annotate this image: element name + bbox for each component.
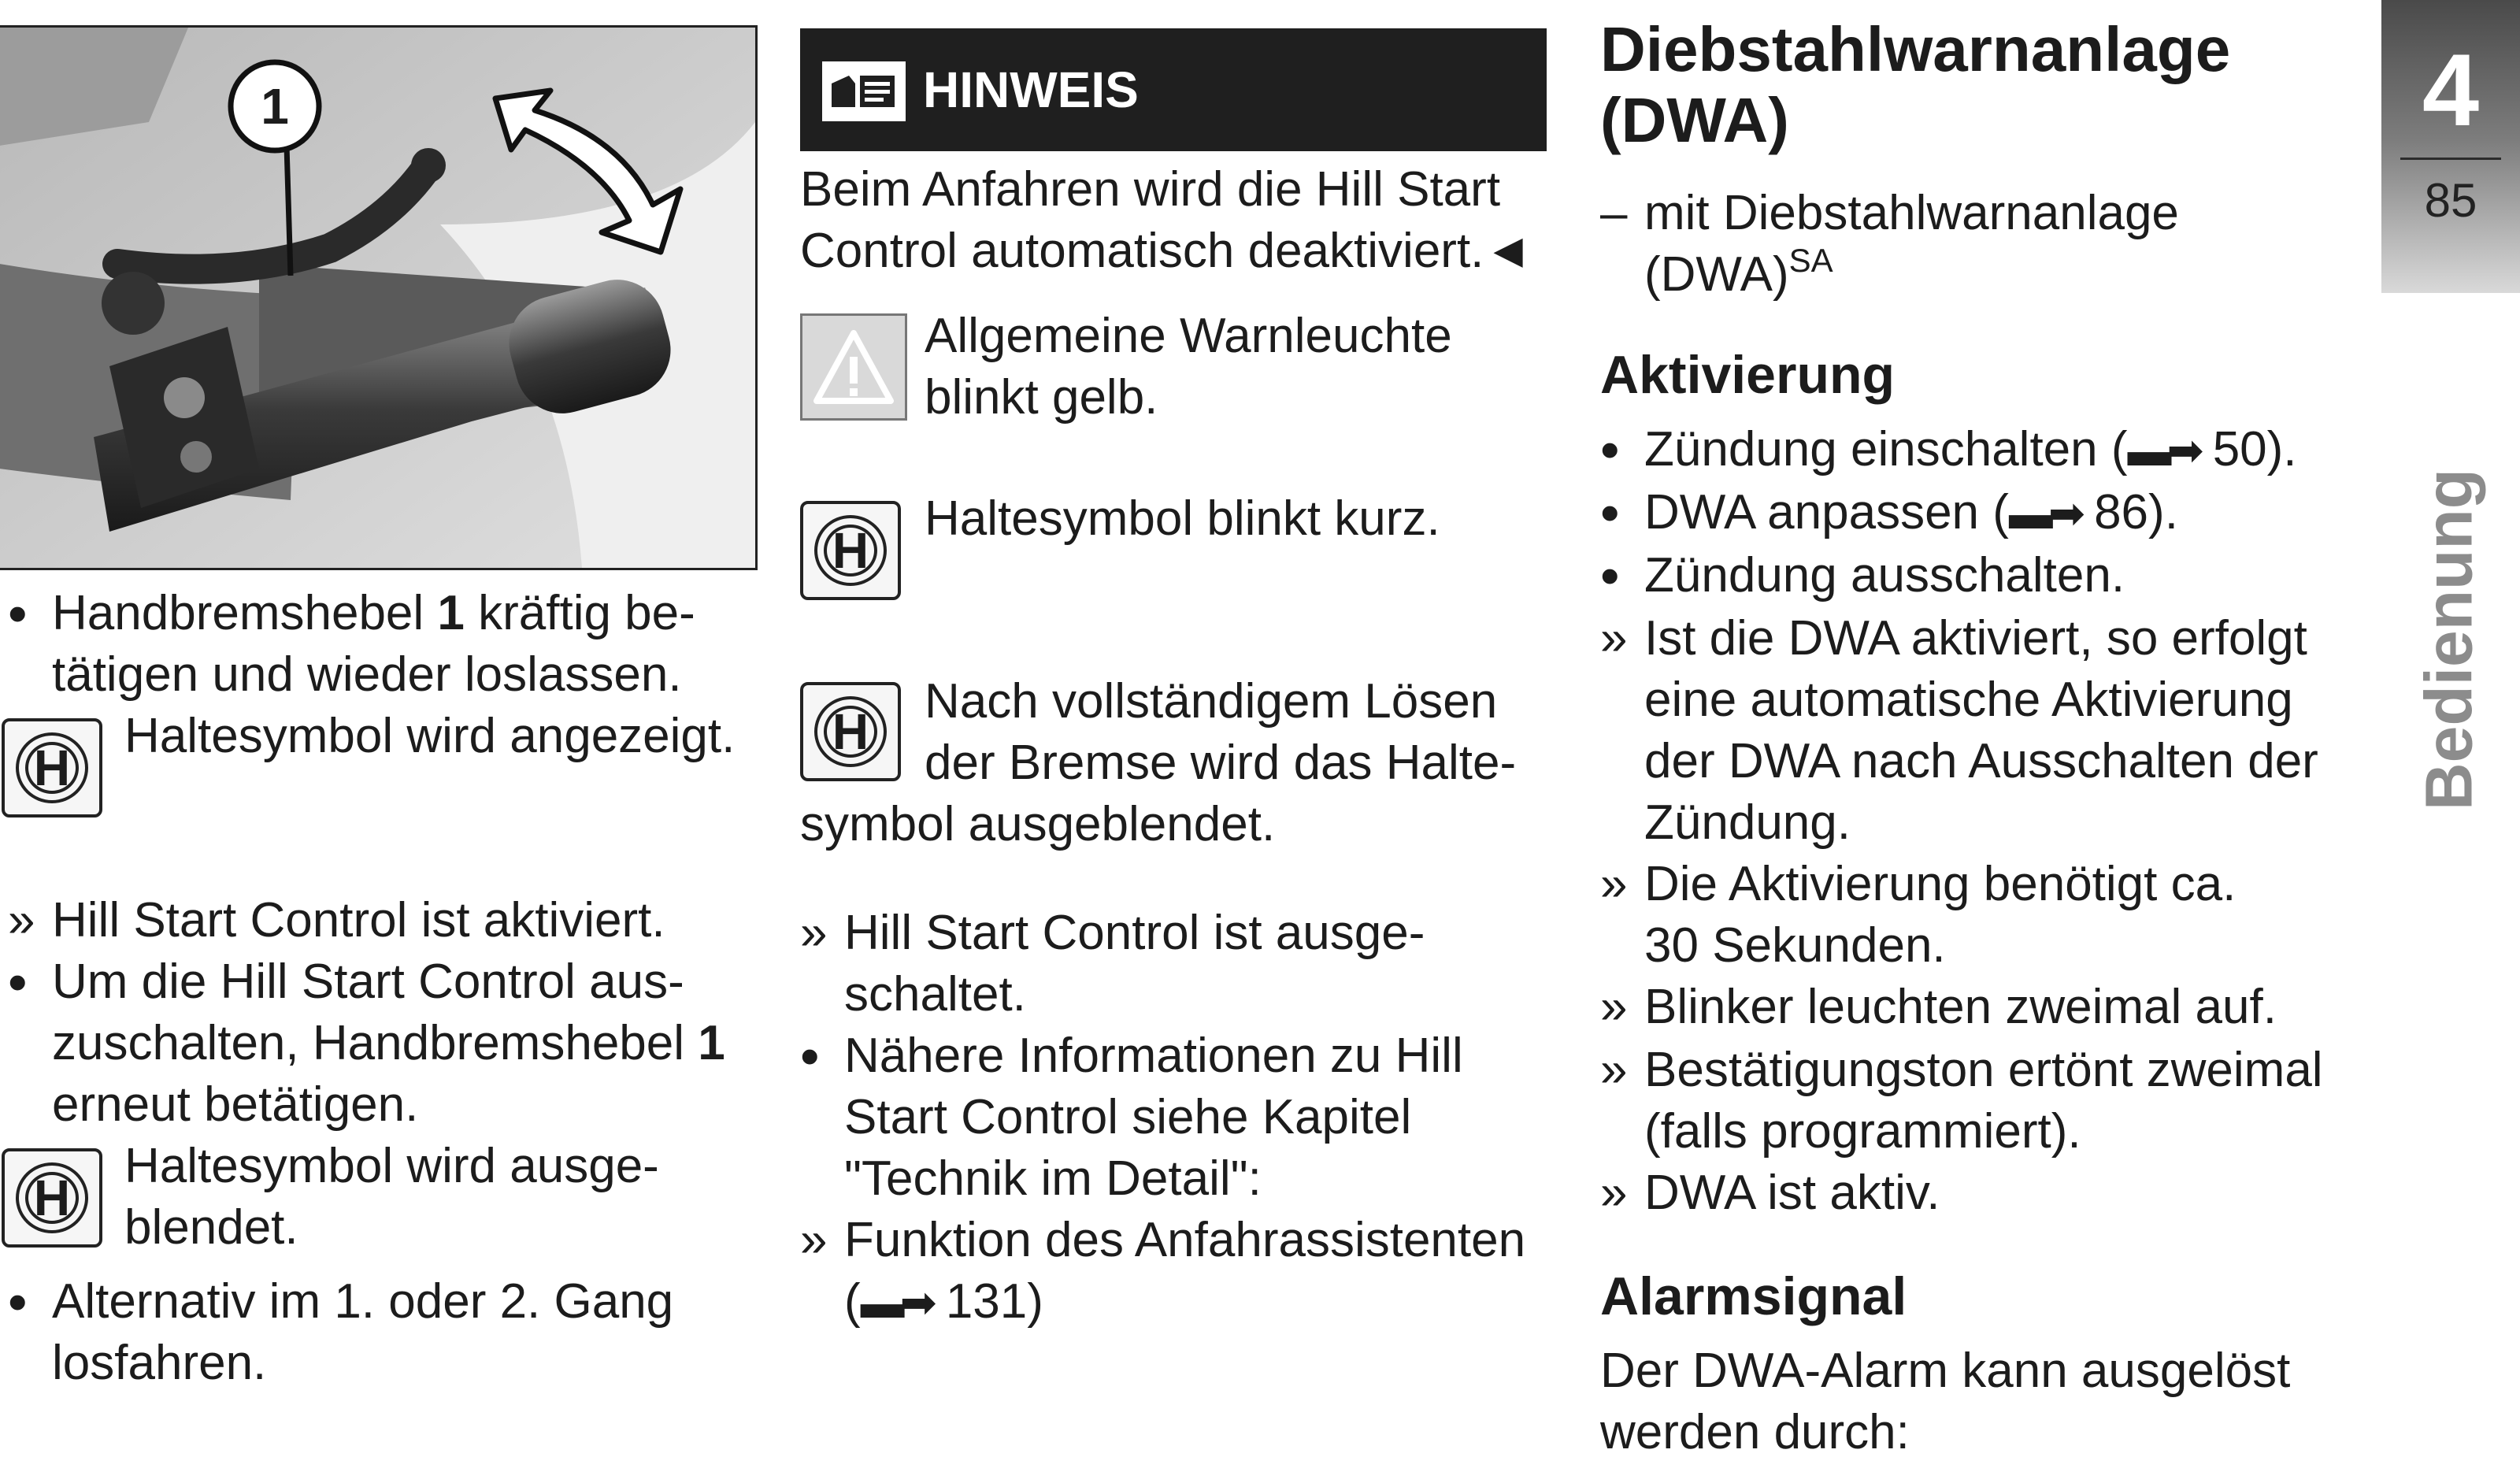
result-auto-activation: » Ist die DWA aktiviert, so erfolgt eine automatische Aktivierung der DWA nach Ausschalten der Zündung. xyxy=(1600,611,2318,850)
step-ignition-off: • Zündung ausschalten. xyxy=(1600,545,2125,606)
tab-divider xyxy=(2400,158,2501,160)
equipment-note: – mit Diebstahlwarnanlage (DWA)$^{SA}$ xyxy=(1600,186,2179,302)
note-icon xyxy=(821,60,907,123)
bullet: • xyxy=(8,583,28,644)
page-reference-starting-assistant[interactable]: » Funktion des Anfahrassistenten (▬➡ 131) xyxy=(800,1210,1556,1333)
hold-symbol-icon: H xyxy=(800,501,901,600)
hold-symbol-icon: H xyxy=(2,1148,102,1248)
chapter-tab xyxy=(2381,0,2520,293)
step-ignition-on[interactable]: • Zündung einschalten (▬➡ 50). xyxy=(1600,419,2297,480)
hold-symbol-shown-text: Haltesymbol wird angezeigt. xyxy=(124,709,736,763)
result-hsc-off: » Hill Start Control ist ausge- schaltet. xyxy=(800,906,1425,1021)
note-label: HINWEIS xyxy=(923,61,1139,118)
note-header xyxy=(800,28,1547,151)
page-ref-arrow-icon: ▬➡ xyxy=(860,1277,932,1327)
step-brake-lever: • Handbremshebel 1 kräftig be- tätigen und wieder loslassen. xyxy=(8,583,695,702)
page-ref-arrow-icon: ▬➡ xyxy=(2127,425,2199,475)
hold-symbol-icon: H xyxy=(800,682,901,781)
heading-alarmsignal: Alarmsignal xyxy=(1600,1266,1907,1326)
page-ref-number[interactable]: 50 xyxy=(2212,422,2267,476)
hold-symbol-icon: H xyxy=(2,718,102,818)
warning-light-text: Allgemeine Warnleuchte blinkt gelb. xyxy=(925,309,1452,425)
step-adjust-dwa[interactable]: • DWA anpassen (▬➡ 86). xyxy=(1600,482,2178,543)
page-ref-number[interactable]: 131 xyxy=(945,1274,1028,1329)
hold-symbol-hidden-text: Haltesymbol wird ausge- blendet. xyxy=(124,1139,659,1255)
page-ref-number[interactable]: 86 xyxy=(2094,485,2149,539)
callout-number: 1 xyxy=(261,78,289,135)
step-alternative-start: • Alternativ im 1. oder 2. Gang losfahren. xyxy=(8,1271,674,1390)
hold-symbol-release-text-cont: symbol ausgeblendet. xyxy=(800,797,1276,851)
page-number: 85 xyxy=(2424,174,2477,227)
alarm-text: Der DWA-Alarm kann ausgelöst werden durch: xyxy=(1600,1344,2291,1459)
result-hsc-active: » Hill Start Control ist aktiviert. xyxy=(8,893,665,947)
result-indicators: » Blinker leuchten zweimal auf. xyxy=(1600,980,2277,1034)
step-deactivate-hsc: • Um die Hill Start Control aus- zuschalten, Handbremshebel 1 erneut betätigen. xyxy=(8,951,725,1132)
note-text: Beim Anfahren wird die Hill Start Control automatisch deaktiviert.◄ xyxy=(800,162,1532,278)
result-dwa-active: » DWA ist aktiv. xyxy=(1600,1166,1940,1220)
hold-symbol-release-text: Nach vollständigem Lösen der Bremse wird das Halte- xyxy=(925,674,1517,790)
chapter-side-label: Bedienung xyxy=(2411,469,2486,810)
handlebar-illustration xyxy=(0,25,758,570)
general-warning-icon xyxy=(800,313,907,421)
section-title: Diebstahlwarnanlage (DWA) xyxy=(1600,14,2231,155)
heading-aktivierung: Aktivierung xyxy=(1600,345,1896,405)
result-confirmation-tone: » Bestätigungston ertönt zweimal (falls programmiert). xyxy=(1600,1043,2323,1159)
hold-symbol-blink-text: Haltesymbol blinkt kurz. xyxy=(925,491,1440,546)
more-info-bullet: • Nähere Informationen zu Hill Start Control siehe Kapitel "Technik im Detail": xyxy=(800,1025,1463,1206)
special-equipment-mark: SA xyxy=(1788,242,1833,279)
page-ref-arrow-icon: ▬➡ xyxy=(2008,488,2081,538)
result-activation-time: » Die Aktivierung benötigt ca. 30 Sekunden. xyxy=(1600,857,2236,973)
chapter-number: 4 xyxy=(2422,32,2480,147)
